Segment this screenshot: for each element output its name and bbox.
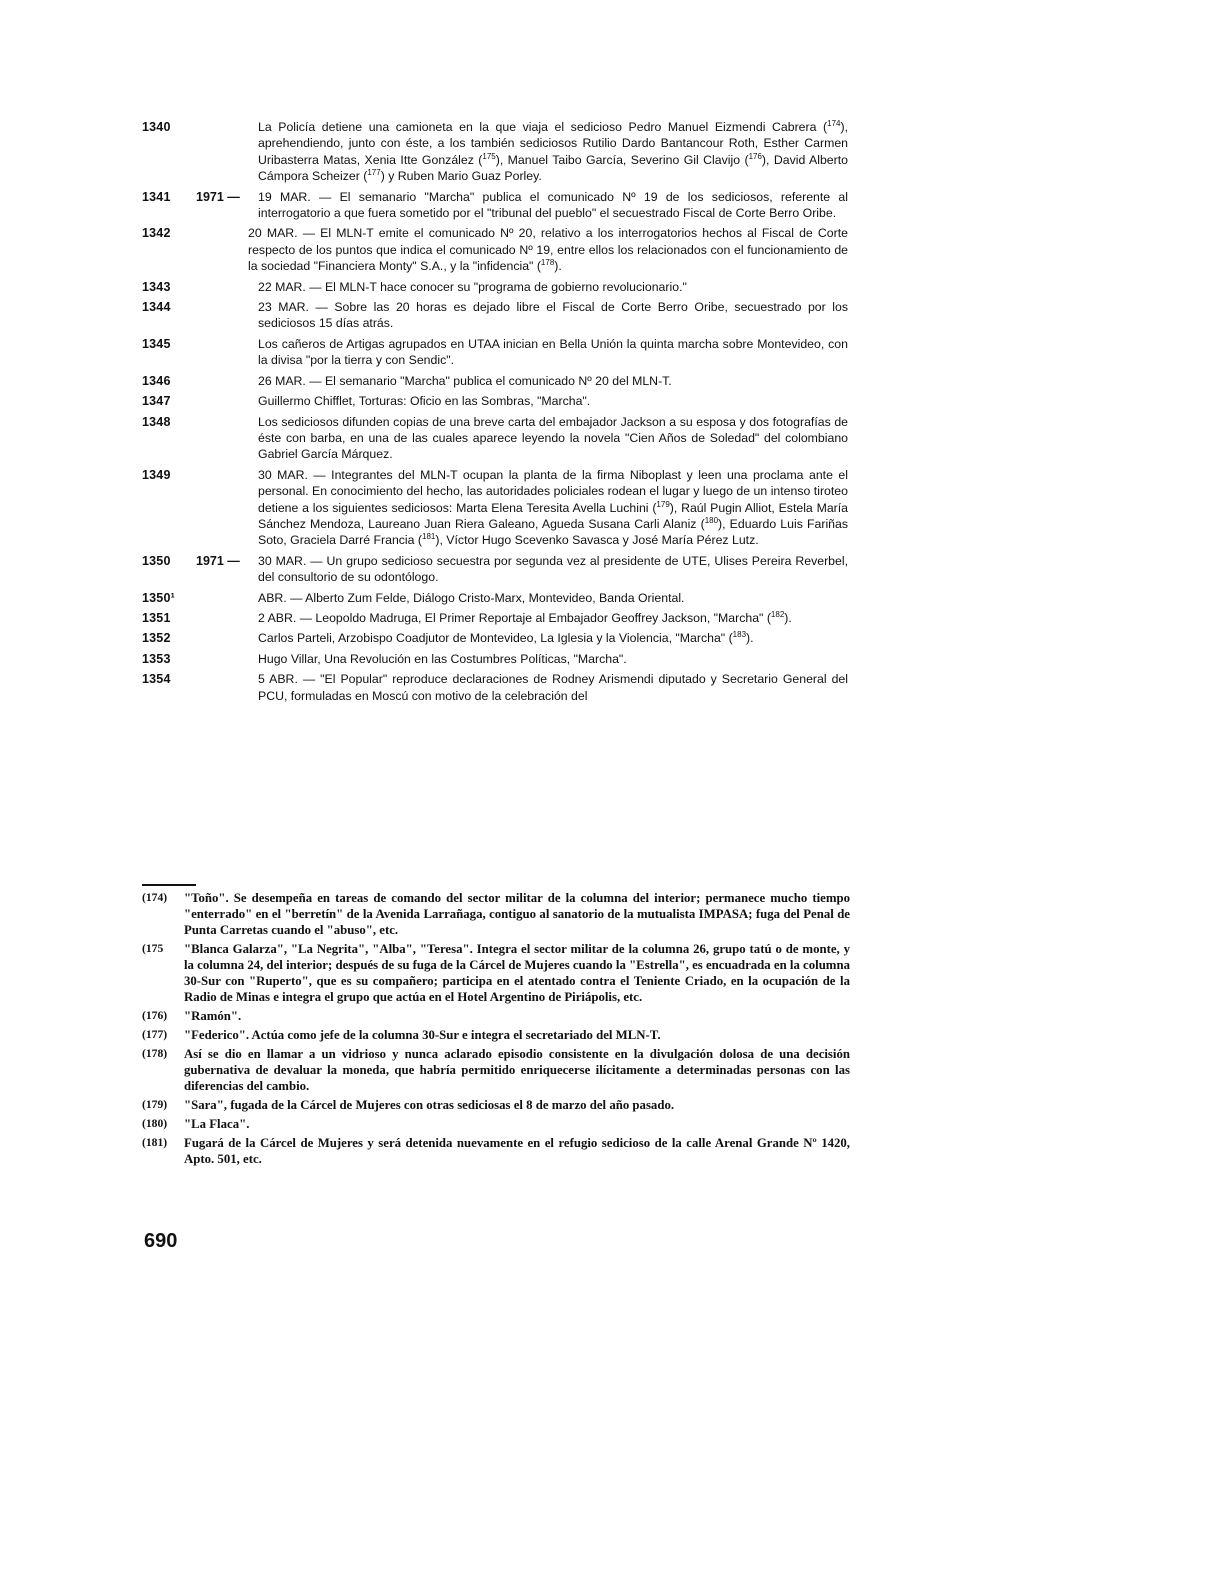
entry-text (248, 225, 848, 274)
entry-number: 1354 (142, 672, 171, 687)
footnote (142, 1135, 850, 1167)
entry-text-segment: Los sediciosos difunden copias de una breve carta del embajador Jackson a su esposa y dos fotografías de éste con barba, en una de las cuales aparece leyendo la novela "Cien Años de Soledad" del colombiano Gabriel García Márquez. (258, 414, 848, 462)
entry-text-segment: 20 MAR. — El MLN-T emite el comunicado Nº 20, relativo a los interrogatorios hechos al Fiscal de Corte respecto de los puntos que indica el comunicado Nº 19, entre ellos los relacionados con el funcionamiento de la sociedad "Financiera Monty" S.A., y la "infidencia" ( (248, 226, 848, 274)
entry-row (0, 630, 1224, 646)
entry-text-segment: 30 MAR. — Un grupo sedicioso secuestra por segunda vez al presidente de UTE, Ulises Pereira Reverbel, del consultorio de su odontólogo. (258, 553, 848, 585)
footnote (142, 1008, 850, 1024)
entry-text (258, 336, 848, 369)
footnote-number: (181) (142, 1136, 168, 1149)
footnote-number: (177) (142, 1028, 168, 1041)
entry-row (0, 671, 1224, 704)
footnote-number: (179) (142, 1098, 168, 1111)
entry-row (0, 590, 1224, 606)
footnote (142, 1027, 850, 1043)
entry-number: 1348 (142, 414, 171, 429)
footnote-ref: 183 (732, 630, 747, 640)
footnote-number: (176) (142, 1009, 168, 1022)
page-number: 690 (144, 1230, 178, 1252)
entry-text (258, 414, 848, 463)
entry-text-segment: ). (784, 610, 792, 625)
footnote-text: "Blanca Galarza", "La Negrita", "Alba", "Teresa". Integra el sector militar de la columna 26, grupo tatú o de monte, y la columna 24, del interior; después de su fuga de la Cárcel de Mujeres cuando la "Estrella", es encuadrada en la columna 30-Sur con "Ruperto", que es su compañero; participa en el atentado contra el Teniente Criado, en la ocupación de la Radio de Minas e integra el grupo que actúa en el Hotel Argentino de Piriápolis, etc. (184, 942, 850, 1004)
footnote-number: (178) (142, 1047, 168, 1060)
entry-number: 1342 (142, 226, 171, 241)
footnote-ref: 179 (656, 499, 670, 509)
entry-row (0, 225, 1224, 274)
footnote-text: Fugará de la Cárcel de Mujeres y será detenida nuevamente en el refugio sedicioso de la calle Arenal Grande Nº 1420, Apto. 501, etc. (184, 1136, 850, 1166)
entry-text (258, 189, 848, 222)
entry-row (0, 373, 1224, 389)
footnote-ref: 177 (367, 168, 381, 178)
entry-text-segment: ), Manuel Taibo García, Severino Gil Clavijo ( (495, 152, 749, 167)
entry-number: 1346 (142, 373, 171, 388)
entry-text (258, 671, 848, 704)
footnote (142, 1097, 850, 1113)
entry-text (258, 651, 848, 667)
entry-row (0, 119, 1224, 185)
footnote-divider (142, 884, 196, 886)
entry-text (258, 610, 848, 626)
entry-text-segment: ), Raúl Pugin Alliot, Estela María Sánchez Mendoza, Laureano Juan Riera Galeano, Agueda Susana Carli Alaniz ( (258, 500, 849, 531)
entry-number: 1340 (142, 120, 171, 134)
entry-text-segment: ) y Ruben Mario Guaz Porley. (380, 169, 542, 184)
footnote (142, 941, 850, 1005)
entry-text-segment: 26 MAR. — El semanario "Marcha" publica el comunicado Nº 20 del MLN-T. (258, 373, 672, 388)
entry-number: 1347 (142, 394, 171, 409)
entry-number: 1350¹ (142, 590, 175, 605)
entry-text-segment: ), David Alberto Cámpora Scheizer ( (258, 152, 848, 184)
entry-text-segment: 22 MAR. — El MLN-T hace conocer su "programa de gobierno revolucionario." (258, 279, 687, 294)
entry-text-segment: ), Eduardo Luis Fariñas Soto, Graciela Darré Francia ( (258, 516, 848, 548)
entry-row (0, 414, 1224, 463)
entry-year: 1971 — (196, 189, 240, 204)
entry-row (0, 336, 1224, 369)
entry-row (0, 651, 1224, 667)
entry-text-segment: 5 ABR. — "El Popular" reproduce declaraciones de Rodney Arismendi diputado y Secretario General del PCU, formuladas en Moscú con motivo de la celebración del (258, 672, 848, 703)
footnote-number: (175 (142, 942, 164, 955)
footnote (142, 1116, 850, 1132)
entry-text-segment: ). (554, 259, 562, 274)
entry-text (258, 373, 848, 389)
entry-text-segment: ), Víctor Hugo Scevenko Savasca y José María Pérez Lutz. (435, 533, 759, 548)
footnote-text: "Sara", fugada de la Cárcel de Mujeres con otras sediciosas el 8 de marzo del año pasado. (184, 1098, 675, 1112)
entry-text-segment: 2 ABR. — Leopoldo Madruga, El Primer Reportaje al Embajador Geoffrey Jackson, "Marcha" ( (258, 610, 771, 625)
entry-text (258, 279, 848, 295)
footnote (142, 1046, 850, 1094)
chronology-entries (0, 119, 1224, 708)
entry-row (0, 279, 1224, 295)
entry-text-segment: ). (746, 631, 754, 646)
entry-text-segment: Guillermo Chifflet, Torturas: Oficio en las Sombras, "Marcha". (258, 394, 591, 409)
entry-number: 1344 (142, 300, 171, 315)
entry-year: 1971 — (196, 553, 240, 568)
footnote-ref: 182 (770, 609, 785, 619)
footnote-ref: 180 (704, 515, 719, 525)
footnote-text: "Federico". Actúa como jefe de la columna 30-Sur e integra el secretariado del MLN-T. (184, 1028, 661, 1042)
entry-number: 1351 (142, 610, 171, 625)
entry-row (0, 467, 1224, 549)
footnote-ref: 175 (482, 151, 496, 161)
entry-text-segment: ABR. — Alberto Zum Felde, Diálogo Cristo-Marx, Montevideo, Banda Oriental. (258, 590, 685, 605)
entry-text-segment: Carlos Parteli, Arzobispo Coadjutor de Montevideo, La Iglesia y la Violencia, "Marcha" ( (258, 631, 733, 646)
entry-text-segment: ), aprehendiendo, junto con éste, a los también sediciosos Rutilio Dardo Bantancour Roth, Esther Carmen Uribasterra Matas, Xenia Itte González ( (258, 120, 848, 167)
entry-text (258, 119, 848, 185)
entry-text (258, 393, 848, 409)
entry-text (258, 630, 848, 646)
footnote-text: Así se dio en llamar a un vidrioso y nunca aclarado episodio consistente en la divulgación dolosa de una decisión gubernativa de devaluar la moneda, que habría permitido enriquecerse ilícitamente a determinadas personas con las diferencias del cambio. (184, 1047, 850, 1093)
entry-number: 1343 (142, 279, 171, 294)
entry-text (258, 299, 848, 332)
entry-row (0, 393, 1224, 409)
entry-row (0, 610, 1224, 626)
footnote-text: "La Flaca". (184, 1117, 250, 1131)
footnotes (142, 890, 850, 1170)
entry-text-segment: 23 MAR. — Sobre las 20 horas es dejado libre el Fiscal de Corte Berro Oribe, secuestrado por los sediciosos 15 días atrás. (258, 300, 848, 331)
entry-text-segment: Los cañeros de Artigas agrupados en UTAA inician en Bella Unión la quinta marcha sobre Montevideo, con la divisa "por la tierra y con Sendic". (258, 336, 848, 368)
entry-number: 1353 (142, 651, 171, 666)
entry-number: 1350 (142, 553, 171, 568)
entry-text (258, 467, 848, 549)
entry-text-segment: 30 MAR. — Integrantes del MLN-T ocupan la planta de la firma Niboplast y leen una proclama ante el personal. En conocimiento del hecho, las autoridades policiales rodean el lugar y luego de un intenso tiroteo detiene a los siguientes sediciosos: Marta Elena Teresita Avella Luchini ( (258, 467, 848, 515)
entry-number: 1341 (142, 189, 171, 204)
entry-row (0, 299, 1224, 332)
footnote (142, 890, 850, 938)
entry-text-segment: 19 MAR. — El semanario "Marcha" publica el comunicado Nº 19 de los sediciosos, referente al interrogatorio a que fuera sometido por el "tribunal del pueblo" el secuestrado Fiscal de Corte Berro Oribe. (258, 189, 848, 221)
footnote-number: (174) (142, 891, 168, 904)
entry-text (258, 590, 848, 606)
entry-row (0, 189, 1224, 222)
entry-number: 1352 (142, 631, 171, 646)
entry-row (0, 553, 1224, 586)
footnote-number: (180) (142, 1117, 168, 1130)
footnote-text: "Ramón". (184, 1009, 242, 1023)
entry-number: 1345 (142, 336, 171, 351)
footnote-ref: 174 (827, 118, 841, 128)
entry-text (258, 553, 848, 586)
footnote-text: "Toño". Se desempeña en tareas de comando del sector militar de la columna del interior; permanece mucho tiempo "enterrado" en el "berretín" de la Avenida Larrañaga, contiguo al sanatorio de la mutualista IMPASA; fuga del Penal de Punta Carretas cuando el "abuso", etc. (184, 891, 850, 937)
footnote-ref: 181 (422, 532, 436, 542)
entry-text-segment: Hugo Villar, Una Revolución en las Costumbres Políticas, "Marcha". (258, 651, 627, 666)
footnote-ref: 178 (540, 258, 555, 268)
entry-number: 1349 (142, 467, 171, 482)
footnote-ref: 176 (748, 151, 762, 161)
entry-text-segment: La Policía detiene una camioneta en la que viaja el sedicioso Pedro Manuel Eizmendi Cabrera ( (258, 120, 828, 134)
